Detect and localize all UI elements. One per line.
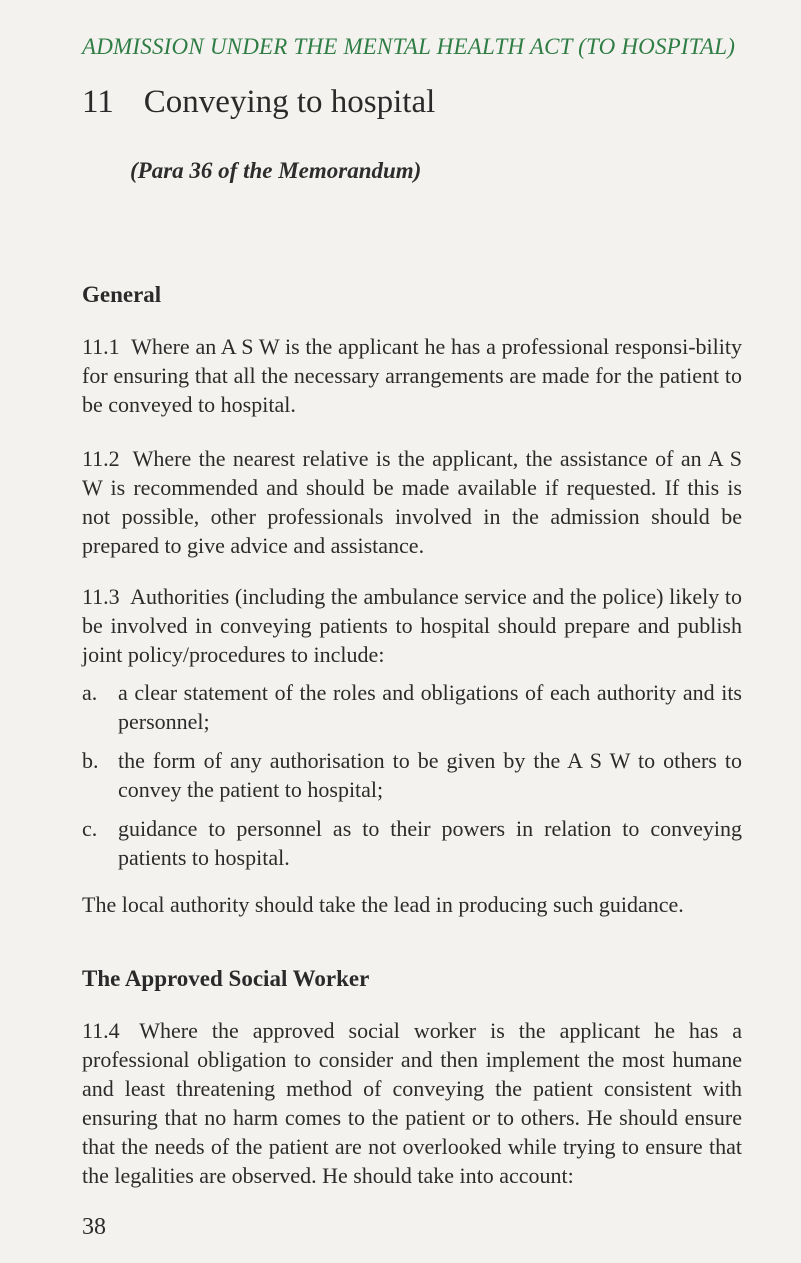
section-heading-approved-social-worker: The Approved Social Worker	[82, 966, 370, 991]
list-item-letter: b.	[82, 748, 99, 773]
paragraph-text: Where the approved social worker is the applicant he has a professional obligation to consider and then implement the most humane and least threatening method of conveying the patient consistent with ensuring that no harm comes to the patient or to others. He should ensure that the needs of the patient are not overlooked while trying to ensure that the legalities are observed. He should take into account:	[82, 1018, 742, 1188]
closing-sentence: The local authority should take the lead in producing such guidance.	[82, 892, 684, 917]
list-item-a	[82, 678, 742, 736]
running-head: ADMISSION UNDER THE MENTAL HEALTH ACT (TO HOSPITAL)	[82, 34, 736, 59]
list-item-letter: a.	[82, 680, 98, 705]
chapter-title-text: Conveying to hospital	[143, 84, 436, 120]
memorandum-reference: (Para 36 of the Memorandum)	[130, 158, 422, 183]
paragraph-11-4	[82, 1016, 742, 1190]
list-item-text: a clear statement of the roles and obligations of each authority and its personnel;	[118, 680, 742, 734]
list-item-text: guidance to personnel as to their powers in relation to conveying patients to hospital.	[118, 816, 742, 870]
paragraph-number: 11.3	[82, 584, 120, 609]
list-item-b	[82, 746, 742, 804]
paragraph-11-2	[82, 444, 742, 560]
paragraph-11-3	[82, 582, 742, 669]
chapter-number: 11	[82, 84, 114, 120]
paragraph-text: Where an A S W is the applicant he has a professional responsi-bility for ensuring that all the necessary arrangements are made for the patient to be conveyed to hospital.	[82, 334, 742, 417]
section-heading-general: General	[82, 282, 162, 307]
paragraph-text: Where the nearest relative is the applicant, the assistance of an A S W is recommended and should be made available if requested. If this is not possible, other professionals involved in the admission should be prepared to give advice and assistance.	[82, 446, 743, 558]
page-number: 38	[82, 1214, 106, 1240]
list-item-text: the form of any authorisation to be given by the A S W to others to convey the patient to hospital;	[118, 748, 742, 802]
paragraph-number: 11.1	[82, 334, 120, 359]
paragraph-11-1	[82, 332, 742, 419]
paragraph-number: 11.4	[82, 1018, 120, 1043]
list-item-letter: c.	[82, 816, 98, 841]
list-item-c	[82, 814, 742, 872]
paragraph-number: 11.2	[82, 446, 120, 471]
chapter-title	[82, 84, 435, 121]
paragraph-text: Authorities (including the ambulance service and the police) likely to be involved in conveying patients to hospital should prepare and publish joint policy/procedures to include:	[82, 584, 742, 667]
